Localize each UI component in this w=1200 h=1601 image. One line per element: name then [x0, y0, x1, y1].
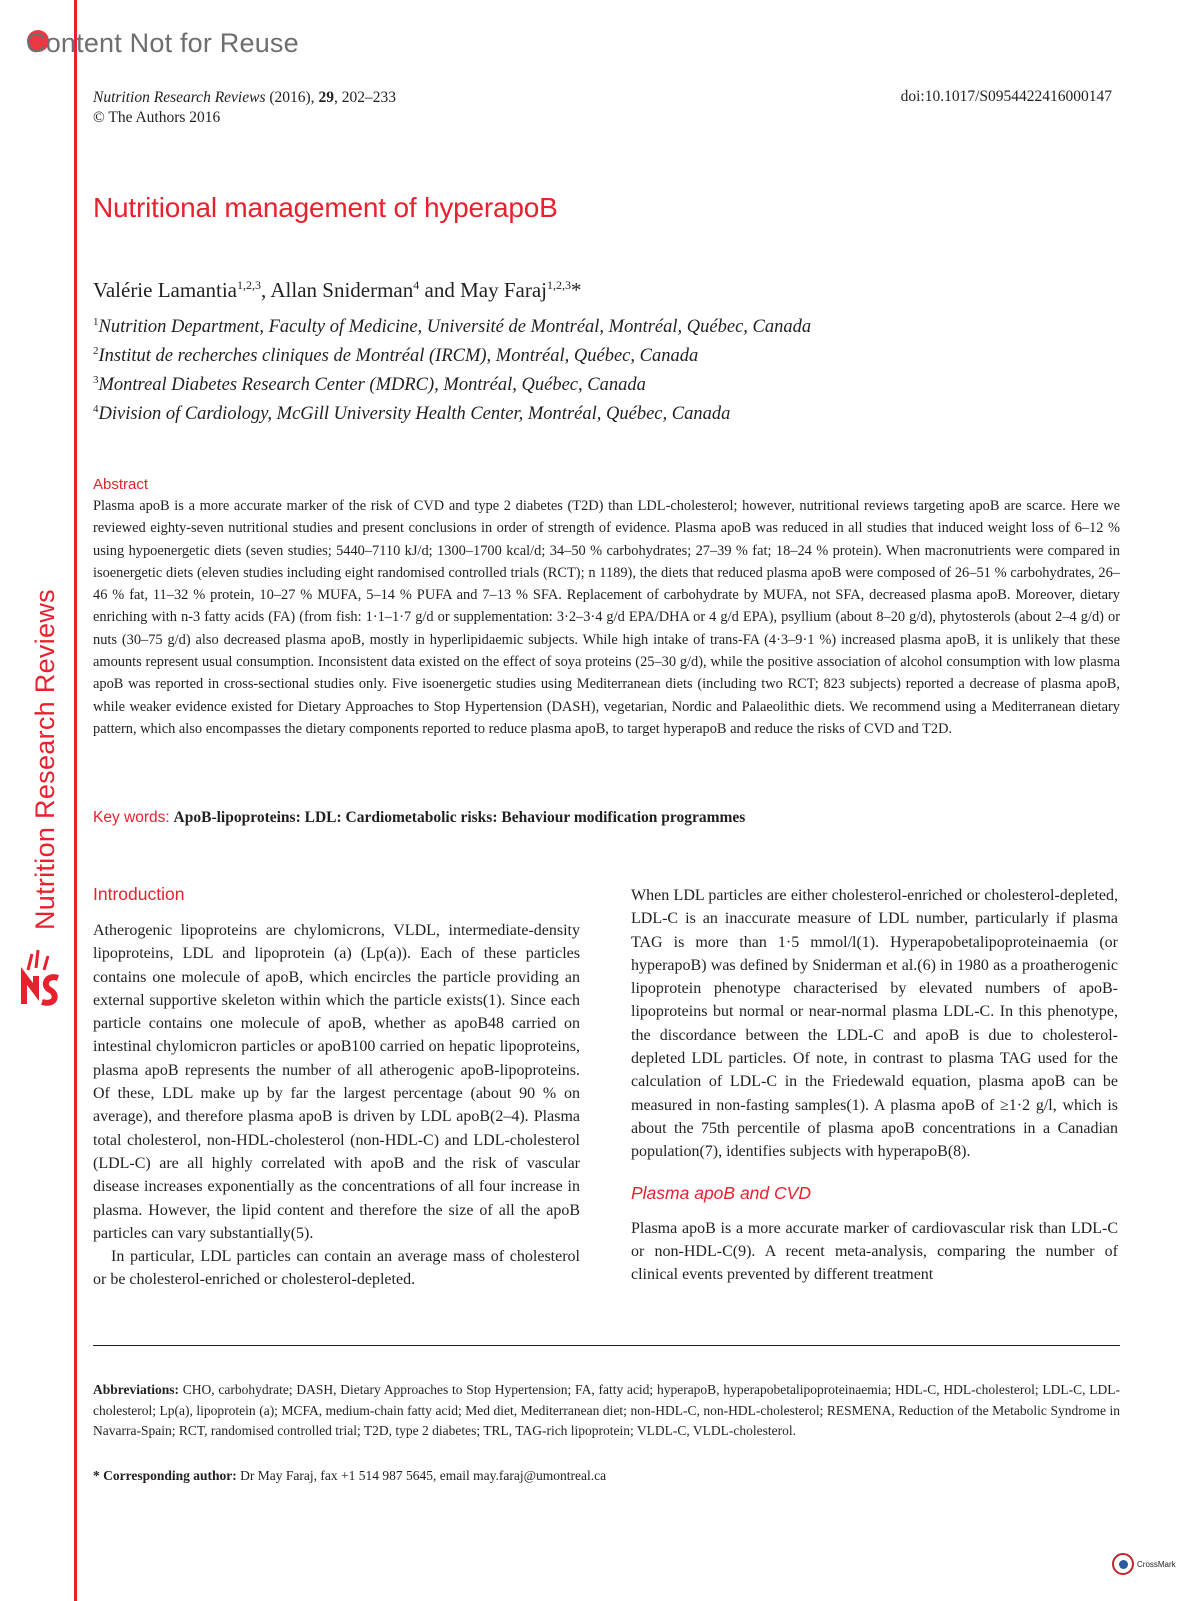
copyright: © The Authors 2016	[93, 109, 221, 126]
author-name: Valérie Lamantia	[93, 278, 238, 302]
crossmark-label: CrossMark	[1137, 1559, 1176, 1569]
side-journal-name: Nutrition Research Reviews	[30, 589, 60, 930]
corresponding-marker: *	[570, 278, 582, 302]
abstract-body: Plasma apoB is a more accurate marker of the risk of CVD and type 2 diabetes (T2D) than LDL-cholesterol; however, nutritional reviews targeting apoB are scarce. Here we reviewed eighty-seven nutritional studies and present conclusions in order of strength of evidence. Plasma apoB was reduced in all studies that induced weight loss of 6–12 % using hypoenergetic diets (seven studies; 5440–7110 kJ/d; 1300–1700 kcal/d; 34–50 % carbohydrates; 27–39 % fat; 18–24 % protein). When macronutrients were compared in isoenergetic diets (eleven studies including eight randomised controlled trials (RCT); n 1189), the diets that reduced plasma apoB were composed of 26–51 % carbohydrates, 26–46 % fat, 11–32 % protein, 10–27 % MUFA, 5–14 % PUFA and 7–13 % SFA. Replacement of carbohydrate by MUFA, not SFA, decreased plasma apoB. Moreover, dietary enriching with n-3 fatty acids (FA) (from fish: 1·1–1·7 g/d or supplementation: 3·2–3·4 g/d EPA/DHA or 4 g/d EPA), psyllium (about 8–20 g/d), phytosterols (about 2–4 g/d) or nuts (30–75 g/d) also decreased plasma apoB, mostly in hyperlipidaemic subjects. While high intake of trans-FA (4·3–9·1 %) increased plasma apoB, it is unlikely that these amounts represent usual consumption. Inconsistent data existed on the effect of soya proteins (25–30 g/d), while the positive association of alcohol consumption with low plasma apoB was reported in cross-sectional studies only. Five isoenergetic studies using Mediterranean diets (including two RCT; 823 subjects) reported a decrease of plasma apoB, while weaker evidence existed for Dietary Approaches to Stop Hypertension (DASH), vegetarian, Nordic and Palaeolithic diets. We recommend using a Mediterranean dietary pattern, which also encompasses the dietary components reported to reduce plasma apoB, to target hyperapoB and reduce the risks of CVD and T2D.	[93, 498, 1120, 737]
affiliation-item	[93, 310, 811, 339]
author-name: Allan Sniderman	[270, 278, 414, 302]
corresponding-label: * Corresponding author:	[93, 1468, 237, 1483]
author-name: May Faraj	[460, 278, 547, 302]
corresponding-text: Dr May Faraj, fax +1 514 987 5645, email may.faraj@umontreal.ca	[240, 1468, 607, 1483]
paragraph: In particular, LDL particles can contain an average mass of cholesterol or be cholesterol-enriched or cholesterol-depleted.	[93, 1248, 580, 1289]
column-left	[93, 919, 580, 1292]
author-separator: ,	[261, 278, 271, 302]
crossmark-badge[interactable]	[1112, 1553, 1176, 1575]
article-title: Nutritional management of hyperapoB	[93, 192, 558, 223]
affiliation-number: 4	[93, 403, 99, 416]
affiliation-number: 1	[93, 316, 99, 328]
doi: doi:10.1017/S0954422416000147	[900, 88, 1112, 105]
ns-logo-icon	[18, 946, 64, 1008]
section-heading-introduction: Introduction	[93, 884, 185, 904]
abbreviations	[93, 1380, 1120, 1442]
abstract-heading: Abstract	[93, 476, 149, 493]
journal-title: Nutrition Research Reviews	[93, 89, 266, 106]
abbreviations-label: Abbreviations:	[93, 1382, 180, 1397]
author-affiliation-ref: 1,2,3	[237, 278, 262, 292]
margin-rule	[74, 0, 77, 1601]
affiliation-number: 2	[93, 345, 99, 358]
paragraph: When LDL particles are either cholesterol-enriched or cholesterol-depleted, LDL-C is an inaccurate measure of LDL number, particularly if plasma TAG is more than 1·5 mmol/l(1). Hyperapobetalipoproteinaemia (or hyperapoB) was defined by Sniderman et al.(6) in 1980 as a proatherogenic lipoprotein phenotype characterised by elevated numbers of apoB-lipoproteins but normal or near-normal plasma LDL-C. In this phenotype, the discordance between the LDL-C and apoB is due to cholesterol-depleted LDL particles. Of note, in contrast to plasma TAG used for the calculation of LDL-C in the Friedewald equation, plasma apoB can be measured in non-fasting samples(1). A plasma apoB of ≥1·2 g/l, which is about the 75th percentile of plasma apoB concentrations in a Canadian population(7), identifies subjects with hyperapoB(8).	[631, 887, 1118, 1161]
affiliation-text: Nutrition Department, Faculty of Medicine, Université de Montréal, Montréal, Québec, Canada	[98, 317, 812, 338]
author-separator: and	[419, 278, 461, 302]
journal-citation	[93, 88, 396, 128]
crossmark-icon	[1112, 1553, 1134, 1575]
journal-year: (2016),	[269, 89, 315, 106]
keywords-text: ApoB-lipoproteins: LDL: Cardiometabolic risks: Behaviour modification programmes	[173, 809, 746, 826]
affiliation-item	[93, 397, 811, 426]
affiliation-text: Montreal Diabetes Research Center (MDRC), Montréal, Québec, Canada	[98, 375, 646, 396]
journal-volume: 29	[318, 89, 334, 106]
affiliation-text: Institut de recherches cliniques de Montréal (IRCM), Montréal, Québec, Canada	[98, 346, 699, 367]
affiliation-item	[93, 368, 811, 397]
keywords	[93, 809, 745, 827]
affiliations	[93, 310, 811, 427]
abbreviations-text: CHO, carbohydrate; DASH, Dietary Approaches to Stop Hypertension; FA, fatty acid; hyperapoB, hyperapobetalipoproteinaemia; HDL-C, HDL-cholesterol; LDL-C, LDL-cholesterol; Lp(a), lipoprotein (a); MCFA, medium-chain fatty acid; Med diet, Mediterranean diet; non-HDL-C, non-HDL-cholesterol; RESMENA, Reduction of the Metabolic Syndrome in Navarra-Spain; RCT, randomised controlled trial; T2D, type 2 diabetes; TRL, TAG-rich lipoprotein; VLDL-C, VLDL-cholesterol.	[93, 1382, 1120, 1438]
paragraph: Plasma apoB is a more accurate marker of cardiovascular risk than LDL-C or non-HDL-C(9). A recent meta-analysis, comparing the number of clinical events prevented by different treatment	[631, 1219, 1118, 1284]
keywords-label: Key words:	[93, 809, 170, 826]
subsection-heading: Plasma apoB and CVD	[631, 1182, 811, 1203]
corresponding-author	[93, 1468, 606, 1484]
journal-pages: , 202–233	[333, 89, 396, 106]
paragraph: Atherogenic lipoproteins are chylomicrons, VLDL, intermediate-density lipoproteins, LDL and lipoprotein (a) (Lp(a)). Each of these particles contains one molecule of apoB, which encircles the particle providing an external supportive skeleton within which the particle exists(1). Since each particle contains one molecule of apoB, whether as apoB48 carried on intestinal chylomicron particles or apoB100 carried on hepatic lipoproteins, plasma apoB represents the number of all atherogenic apoB-lipoproteins. Of these, LDL make up by far the largest percentage (about 90 % on average), and therefore plasma apoB is driven by LDL apoB(2–4). Plasma total cholesterol, non-HDL-cholesterol (non-HDL-C) and LDL-cholesterol (LDL-C) are all highly correlated with apoB and the risk of vascular disease increases exponentially as the concentrations of all four increase in plasma. However, the lipid content and therefore the size of all the apoB particles can vary substantially(5).	[93, 922, 580, 1242]
author-affiliation-ref: 4	[413, 278, 420, 292]
affiliation-item	[93, 339, 811, 368]
affiliation-number: 3	[93, 374, 99, 387]
watermark-text: Content Not for Reuse	[26, 28, 299, 58]
column-right	[631, 884, 1118, 1287]
author-list	[93, 278, 581, 303]
author-affiliation-ref: 1,2,3	[546, 278, 571, 292]
affiliation-text: Division of Cardiology, McGill University Health Center, Montréal, Québec, Canada	[98, 404, 731, 425]
footnote-divider	[93, 1345, 1120, 1346]
